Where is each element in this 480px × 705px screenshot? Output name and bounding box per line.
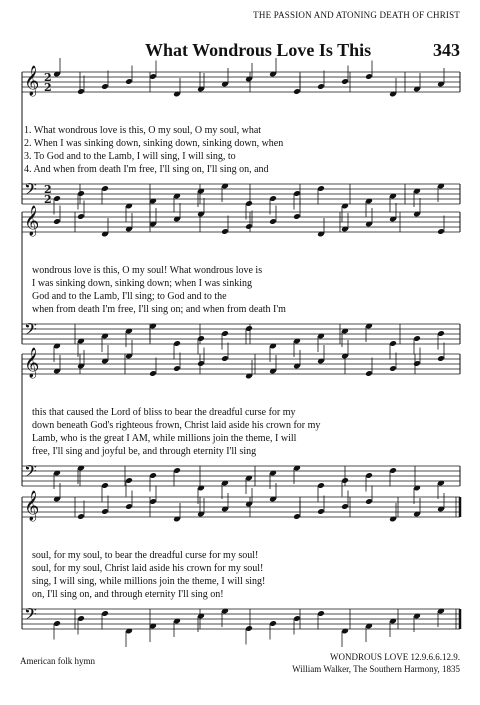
tune-source: William Walker, The Southern Harmony, 1835: [292, 664, 460, 674]
treble-clef: 𝄞: [24, 66, 40, 96]
bass-clef: 𝄢: [24, 461, 37, 485]
verse-line: when from death I'm free, I'll sing on; and when from death I'm: [32, 304, 286, 315]
time-signature-top: 2: [44, 71, 52, 84]
tune-name: WONDROUS LOVE 12.9.6.6.12.9.: [330, 652, 460, 662]
hymn-number: 343: [433, 40, 460, 60]
section-title: THE PASSION AND ATONING DEATH OF CHRIST: [253, 10, 460, 20]
verse-line: on, I'll sing on, and through eternity I'll sing on!: [32, 589, 224, 600]
verse-line: 4. And when from death I'm free, I'll sing on, I'll sing on, and: [24, 164, 269, 175]
hymn-title: What Wondrous Love Is This: [145, 40, 372, 60]
verse-line: sing, I will sing, while millions join the theme, I will sing!: [32, 576, 266, 587]
treble-clef: 𝄞: [24, 206, 40, 236]
time-signature-top: 2: [44, 183, 52, 196]
verse-line: this that caused the Lord of bliss to bear the dreadful curse for my: [32, 407, 296, 418]
time-signature-bottom: 2: [44, 81, 52, 94]
verse-line: Lamb, who is the great I AM, while millions join the theme, I will: [32, 433, 297, 444]
bass-clef: 𝄢: [24, 179, 37, 203]
verse-line: 3. To God and to the Lamb, I will sing, I will sing, to: [24, 151, 236, 162]
verse-line: God and to the Lamb, I'll sing; to God and to the: [32, 291, 227, 302]
time-signature-bottom: 2: [44, 193, 52, 206]
verse-line: I was sinking down, sinking down; when I was sinking: [32, 278, 252, 289]
treble-clef: 𝄞: [24, 348, 40, 378]
verse-line: down beneath God's righteous frown, Christ laid aside his crown for my: [32, 420, 321, 431]
verse-line: 1. What wondrous love is this, O my soul, O my soul, what: [24, 125, 262, 136]
verse-line: soul, for my soul, Christ laid aside his crown for my soul!: [32, 563, 264, 574]
verse-line: free, I'll sing and joyful be, and through eternity I'll sing: [32, 446, 257, 457]
attribution: American folk hymn: [20, 656, 95, 666]
verse-line: 2. When I was sinking down, sinking down, sinking down, when: [24, 138, 284, 149]
bass-clef: 𝄢: [24, 604, 37, 628]
verse-line: wondrous love is this, O my soul! What wondrous love is: [32, 265, 263, 276]
bass-clef: 𝄢: [24, 319, 37, 343]
treble-clef: 𝄞: [24, 491, 40, 521]
verse-line: soul, for my soul, to bear the dreadful curse for my soul!: [32, 550, 259, 561]
